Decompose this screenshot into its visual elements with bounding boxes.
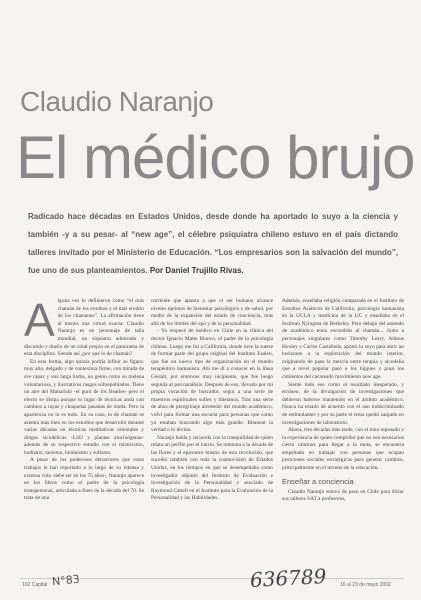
drop-cap: A	[24, 298, 55, 346]
paragraph: En esta forma, algo quizás podría influir su figura: muy alto, delgado y de contextura firme, con mirada de ave rapaz y una larga barba, un genio como su melena voluntariosa, y ilustrativos rasgos sobrepoblados. Tiene un aire del Maharishi -el gurú de los Beatles- pero el efecto se disipa porque lo lugar de técnicas anda con cambios a rayas y chaquetas pasadas de moda. Pero la apariencia no lo es todo. En su caso, lo de chamán se asienta más bien en los estudios que desarrolló durante varias décadas en técnicas meditativas orientales y drogas sicodélicas -LSD y plantas alucinógenas- además de su respectivo estudio con el misticismo, budismo, taoísmo, hinduismo y sufismo.	[24, 358, 144, 456]
paragraph: corriente que apunta a que el ser humano alcance niveles óptimos de bienestar psicológico y de salud, por medio de la expansión del estado de conciencia, más allá de los límites del ego y de la personalidad.	[151, 298, 273, 327]
page-footer-left: 102 Capital	[22, 582, 48, 588]
byline: Por Daniel Trujillo Rivas.	[149, 266, 244, 275]
text-column-2	[151, 298, 273, 576]
paragraph: - Yo empecé de médico en Chile en la clínica del doctor Ignacio Matte Blanco, el padre de la psicología chilena. Luego me fui a California, donde tuve la suerte de formar parte del grupo original del Instituto Esalen, que fue un nuevo tipo de organización en el mundo terapéutico humanista. Ahí me dí a conocer en la línea Gestalt, por entonces muy incipiente, que fue luego seguida al psicoanálisis. Después de eso, llevado por mi propia vocación de buscador, seguí a una serie de maestros espirituales sufíes y tibetanos. Tras una serie de años de peregrinaje alrededor del mundo académico, volví para formar una escuela para personas que como yo estaban buscando algo más grande. Bitanear la verdad o lo divino.	[151, 328, 273, 434]
paragraph: Siente todo eso como el resultado inesperado, y erróneo, de la divulgación de investigaciones que debieron haberse mantenido en el ámbito académico. Nunca ha estado de acuerdo con el uso indiscriminado de estimulantes y por su parte el tema quedó zanjado en investigaciones de laboratorio.	[282, 381, 404, 426]
paragraph: A pesar de los poderosos detractores que estos trabajos le han reportado a lo largo de su intensa y extensa vida -debe ser en los 75 años-, Naranjo aparece en los libros como el padre de la psicología transpersonal, articulada a fines de la década del 70. Se trata de una	[24, 457, 144, 502]
paragraph: Ahora, tres décadas más tarde, con el tono reposado y la experiencia de quien comprobó que no son necesarios cierto caminos para llegar a la meta, se encuentra empeñado en trabajar con personas que ocupan posiciones sociales estratégicas para generar cambios, principalmente en el terreno de la educación.	[282, 427, 404, 472]
text-column-1	[24, 298, 144, 576]
paragraph: Claudio Naranjo estuvo de paso en Chile para dictar sus talleres SAT a profesores,	[282, 488, 404, 503]
deck-text: Radicado hace décadas en Estados Unidos, desde donde ha aportado lo suyo a la ciencia y también -y a su pesar- al “new age”, el célebre psiquiatra chileno estuvo en el país dictando talleres invitado por el Ministerio de Educación. “Los empresarios son la salvación del mundo”, fue uno de sus planteamientos.	[28, 212, 398, 275]
article-kicker: Claudio Naranjo	[20, 86, 214, 117]
text-column-3	[282, 298, 404, 576]
page-footer-date: 16 al 23 de mayo 2002	[340, 582, 391, 588]
paragraph: lguna vez lo definieron como “el más chamán de los eruditos y el más erudito de los chamanes”. La afirmación tiene al menos una virtud exacta: Claudio Naranjo es en personaje de talla mundial, un siquiatra admirado y discutido y dueño de un sitial propio en el panorama de esta disciplina. Siendo así ¿por qué lo de chamán?	[24, 298, 144, 358]
paragraph: Además, enseñaba religión comparada en el Instituto de Estudios Asiáticos de California, psicología humanista en la UCLA y medicina de la UC y enseñaba en el Instituto Nyingma de Berkeley. Pero debajo del atuendo de académico tenía escondido al chamán... Junto a personajes singulares como Timothy Leary, Aldous Huxley y Carlos Castañeda, aportó lo suyo para abrir un horizonte a la exploración del mundo interior, originando de paso la mezcla entre terapia y sicodelia que a nivel popular pasó a los hippies y pusó los cimientos del cacareado movimiento new age.	[282, 298, 404, 380]
handwritten-issue-number: N°83	[51, 572, 81, 589]
handwritten-archive-id: 636789	[249, 564, 327, 592]
paragraph: Naranjo habla y recuerda con la tranquilidad de quien relata un perfilo por el barrio. Se remonta a la década de las flores y el epicentro mismo de esta revolución, que sucedió también con toda la cosmovisión de Estados Unidos, en los tiempos en que se desempeñaba como investigador adjunto del Instituto de Evaluación e Investigación de la Personalidad y asociado de Raymond Cattell en el Instituto para la Evaluación de la Personalidad y las Habilidades.	[151, 434, 273, 502]
section-subhead: Enseñar a conciencia	[282, 476, 354, 486]
article-deck	[28, 208, 398, 280]
article-headline: El médico brujo	[16, 124, 415, 191]
